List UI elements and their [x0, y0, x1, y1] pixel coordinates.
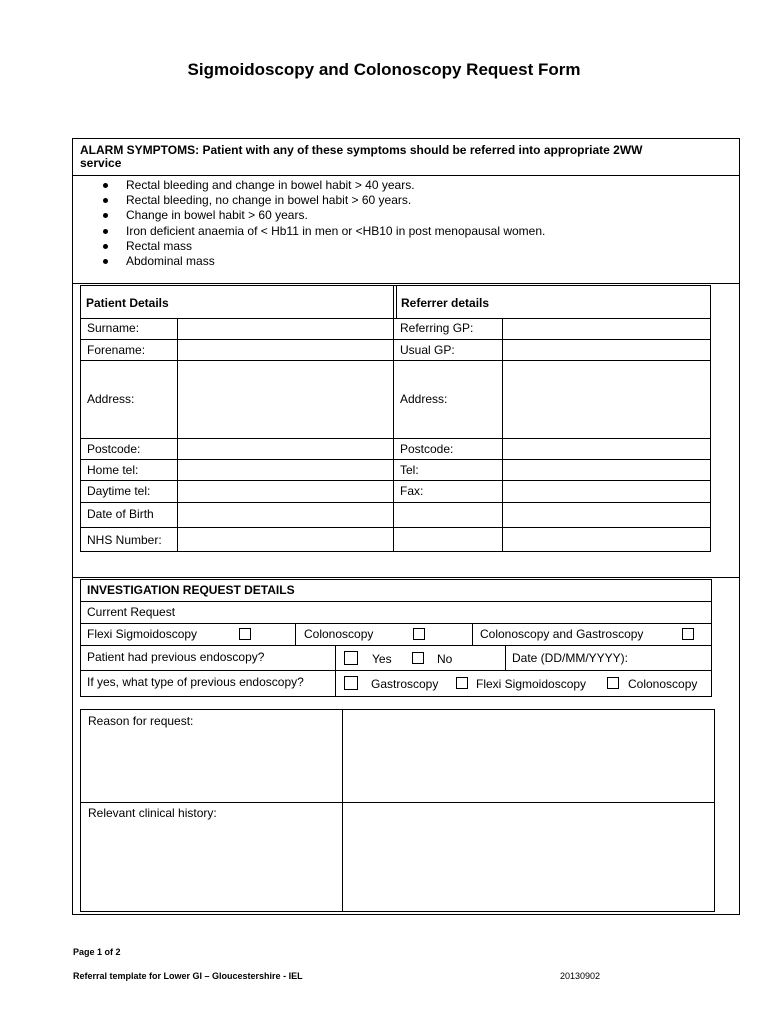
template-reference: Referral template for Lower GI – Gloucestershire - IEL — [73, 971, 303, 981]
usual-gp-label: Usual GP: — [400, 343, 455, 357]
bullet-icon — [103, 259, 108, 264]
bullet-icon — [103, 213, 108, 218]
patient-details-heading: Patient Details — [86, 296, 169, 310]
alarm-heading-cont: service — [80, 156, 122, 170]
home-tel-label: Home tel: — [87, 463, 139, 477]
dob-label: Date of Birth — [87, 507, 154, 521]
bullet-icon — [103, 244, 108, 249]
alarm-heading: ALARM SYMPTOMS: Patient with any of these symptoms should be referred into appropriate 2WW — [80, 143, 643, 157]
investigation-heading: INVESTIGATION REQUEST DETAILS — [87, 583, 295, 597]
previous-no-checkbox[interactable] — [412, 652, 424, 664]
bullet-icon — [103, 198, 108, 203]
colonoscopy-gastroscopy-label: Colonoscopy and Gastroscopy — [480, 627, 644, 641]
previous-no-label: No — [437, 652, 453, 666]
previous-endoscopy-label: Patient had previous endoscopy? — [87, 650, 265, 664]
gastroscopy-checkbox[interactable] — [344, 676, 358, 690]
surname-label: Surname: — [87, 321, 140, 335]
reason-for-request-label: Reason for request: — [88, 714, 194, 728]
current-request-label: Current Request — [87, 605, 176, 619]
clinical-history-label: Relevant clinical history: — [88, 806, 217, 820]
list-item: Rectal bleeding and change in bowel habit > 40 years. — [126, 178, 545, 193]
bullet-icon — [103, 183, 108, 188]
nhs-number-label: NHS Number: — [87, 533, 162, 547]
previous-yes-label: Yes — [372, 652, 392, 666]
usual-gp-field[interactable] — [503, 340, 710, 359]
previous-colonoscopy-checkbox[interactable] — [607, 677, 619, 689]
previous-type-label: If yes, what type of previous endoscopy? — [87, 675, 304, 689]
alarm-symptom-list — [100, 178, 545, 269]
clinical-history-field[interactable] — [343, 803, 714, 911]
postcode-label: Postcode: — [87, 442, 141, 456]
document-code: 20130902 — [560, 971, 601, 981]
daytime-tel-label: Daytime tel: — [87, 484, 151, 498]
referrer-fax-field[interactable] — [503, 481, 710, 501]
previous-flexi-checkbox[interactable] — [456, 677, 468, 689]
previous-colonoscopy-label: Colonoscopy — [628, 677, 698, 691]
page-number: Page 1 of 2 — [73, 947, 121, 957]
reason-for-request-field[interactable] — [343, 710, 714, 801]
referrer-fax-label: Fax: — [400, 484, 424, 498]
address-label: Address: — [87, 392, 135, 406]
referrer-tel-label: Tel: — [400, 463, 419, 477]
list-item: Rectal bleeding, no change in bowel habit > 60 years. — [126, 193, 545, 208]
dob-field[interactable] — [178, 503, 392, 526]
list-item: Rectal mass — [126, 239, 545, 254]
page-title: Sigmoidoscopy and Colonoscopy Request Form — [187, 60, 581, 79]
surname-field[interactable] — [178, 319, 392, 338]
referrer-address-label: Address: — [400, 392, 448, 406]
gastroscopy-label: Gastroscopy — [371, 677, 439, 691]
referrer-tel-field[interactable] — [503, 460, 710, 479]
previous-yes-checkbox[interactable] — [344, 651, 358, 665]
referring-gp-label: Referring GP: — [400, 321, 474, 335]
address-field[interactable] — [178, 361, 392, 437]
date-label: Date (DD/MM/YYYY): — [512, 651, 629, 665]
list-item: Change in bowel habit > 60 years. — [126, 208, 545, 223]
colonoscopy-label: Colonoscopy — [304, 627, 374, 641]
forename-field[interactable] — [178, 340, 392, 359]
flexi-sigmoidoscopy-label: Flexi Sigmoidoscopy — [87, 627, 198, 641]
bullet-icon — [103, 229, 108, 234]
referrer-postcode-label: Postcode: — [400, 442, 454, 456]
postcode-field[interactable] — [178, 439, 392, 458]
flexi-sigmoidoscopy-checkbox[interactable] — [239, 628, 251, 640]
referrer-details-heading: Referrer details — [401, 296, 490, 310]
referrer-address-field[interactable] — [503, 361, 710, 437]
referrer-postcode-field[interactable] — [503, 439, 710, 458]
previous-flexi-label: Flexi Sigmoidoscopy — [476, 677, 587, 691]
colonoscopy-checkbox[interactable] — [413, 628, 425, 640]
daytime-tel-field[interactable] — [178, 481, 392, 501]
forename-label: Forename: — [87, 343, 146, 357]
list-item: Abdominal mass — [126, 254, 545, 269]
colonoscopy-gastroscopy-checkbox[interactable] — [682, 628, 694, 640]
list-item: Iron deficient anaemia of < Hb11 in men or <HB10 in post menopausal women. — [126, 224, 545, 239]
referring-gp-field[interactable] — [503, 319, 710, 338]
nhs-number-field[interactable] — [178, 528, 392, 551]
home-tel-field[interactable] — [178, 460, 392, 479]
